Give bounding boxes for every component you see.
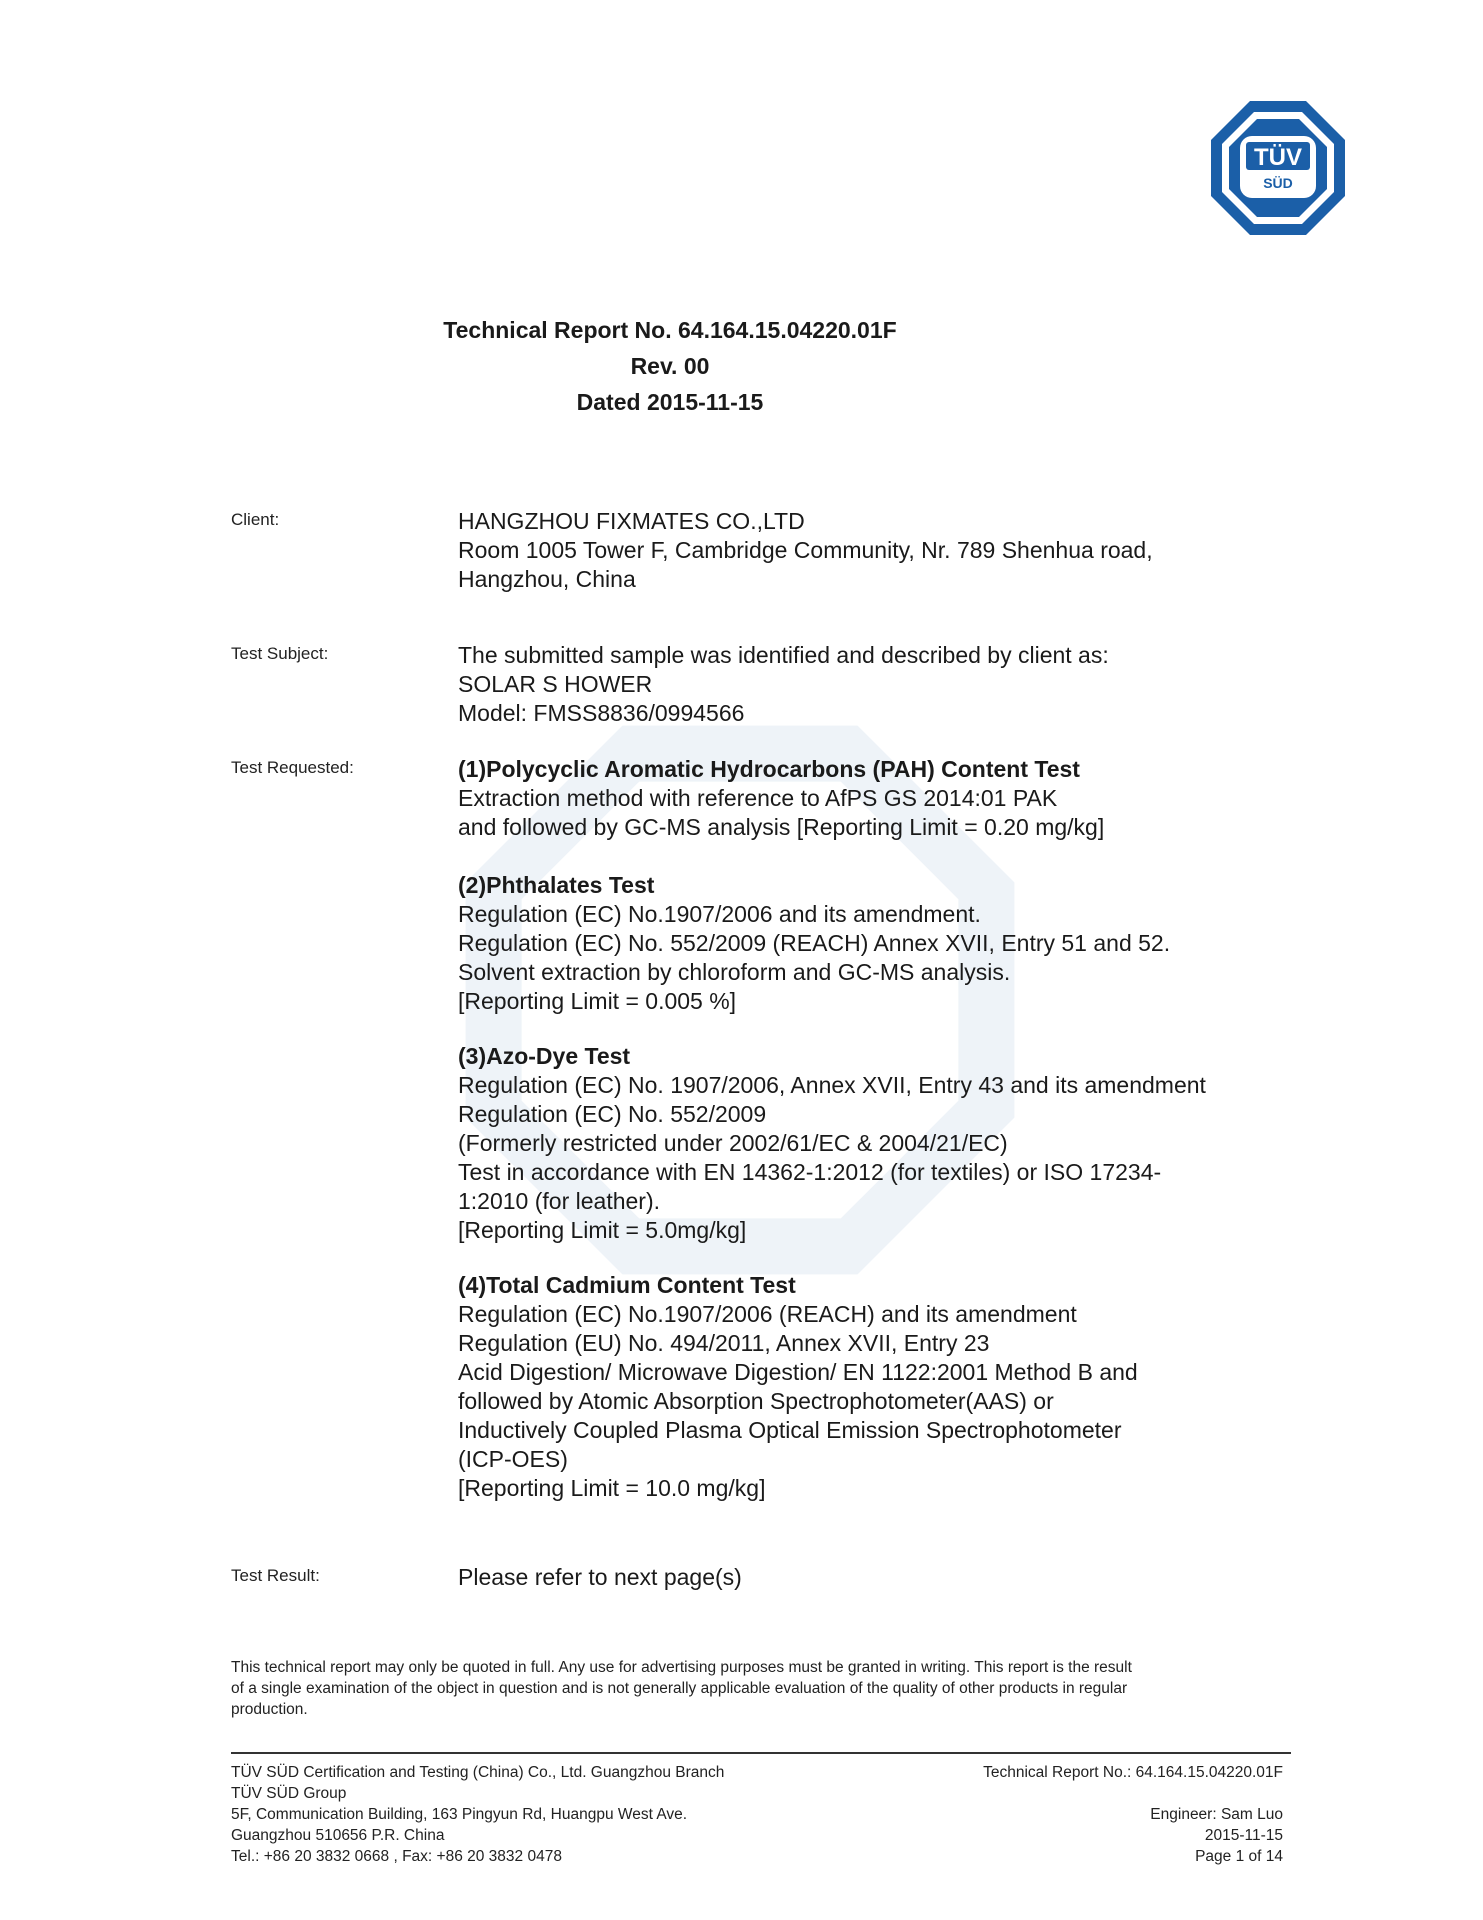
test-result-label: Test Result: <box>231 1566 320 1585</box>
report-date: Dated 2015-11-15 <box>576 389 764 415</box>
svg-text:TÜV: TÜV <box>1254 144 1302 171</box>
footer-address: Guangzhou 510656 P.R. China <box>231 1827 445 1844</box>
test-line: Test in accordance with EN 14362-1:2012 (for textiles) or ISO 17234- <box>458 1159 1162 1185</box>
disclaimer-line: production. <box>231 1701 308 1718</box>
footer-date: 2015-11-15 <box>1204 1827 1283 1844</box>
test-line: Inductively Coupled Plasma Optical Emission Spectrophotometer <box>458 1417 1122 1443</box>
test-title: (4)Total Cadmium Content Test <box>458 1272 796 1298</box>
subject-line: The submitted sample was identified and described by client as: <box>458 642 1109 668</box>
test-line: followed by Atomic Absorption Spectrophotometer(AAS) or <box>458 1388 1054 1414</box>
client-address-line: Hangzhou, China <box>458 566 636 592</box>
test-subject-value <box>458 641 1338 728</box>
test-line: Regulation (EC) No. 1907/2006, Annex XVII, Entry 43 and its amendment <box>458 1072 1206 1098</box>
subject-line: Model: FMSS8836/0994566 <box>458 700 745 726</box>
client-name: HANGZHOU FIXMATES CO.,LTD <box>458 508 805 534</box>
test-line: 1:2010 (for leather). <box>458 1188 661 1214</box>
footer-address: 5F, Communication Building, 163 Pingyun Rd, Huangpu West Ave. <box>231 1806 688 1823</box>
disclaimer <box>231 1657 1291 1720</box>
test-line: Regulation (EC) No. 552/2009 <box>458 1101 767 1127</box>
client-label: Client: <box>231 510 280 529</box>
footer-company: TÜV SÜD Certification and Testing (China) Co., Ltd. Guangzhou Branch <box>231 1764 725 1781</box>
test-line: Regulation (EC) No.1907/2006 and its amendment. <box>458 901 981 927</box>
test-line: Solvent extraction by chloroform and GC-MS analysis. <box>458 959 1011 985</box>
test-item-cadmium <box>458 1271 1338 1503</box>
test-subject-label: Test Subject: <box>231 644 329 663</box>
footer-group: TÜV SÜD Group <box>231 1785 347 1802</box>
test-line: Regulation (EU) No. 494/2011, Annex XVII, Entry 23 <box>458 1330 990 1356</box>
footer-divider <box>231 1752 1291 1754</box>
test-item-azo-dye <box>458 1042 1338 1245</box>
test-requested-value <box>458 755 1338 1503</box>
svg-text:SÜD: SÜD <box>1263 175 1293 191</box>
test-line: [Reporting Limit = 5.0mg/kg] <box>458 1217 747 1243</box>
test-result-value <box>458 1563 1338 1592</box>
test-line: [Reporting Limit = 10.0 mg/kg] <box>458 1475 766 1501</box>
report-number: Technical Report No. 64.164.15.04220.01F <box>443 317 897 343</box>
test-line: Extraction method with reference to AfPS GS 2014:01 PAK <box>458 785 1058 811</box>
tuv-sud-logo <box>1210 100 1346 236</box>
test-requested-label: Test Requested: <box>231 758 354 777</box>
test-line: Regulation (EC) No. 552/2009 (REACH) Annex XVII, Entry 51 and 52. <box>458 930 1171 956</box>
test-line: (ICP-OES) <box>458 1446 568 1472</box>
subject-line: SOLAR S HOWER <box>458 671 653 697</box>
test-line: Regulation (EC) No.1907/2006 (REACH) and its amendment <box>458 1301 1077 1327</box>
report-header <box>340 312 1000 420</box>
test-item-pah <box>458 755 1338 842</box>
client-value <box>458 507 1338 594</box>
footer-engineer: Engineer: Sam Luo <box>1150 1806 1283 1823</box>
result-text: Please refer to next page(s) <box>458 1564 742 1590</box>
test-line: [Reporting Limit = 0.005 %] <box>458 988 737 1014</box>
footer-report-number: Technical Report No.: 64.164.15.04220.01F <box>983 1764 1283 1781</box>
test-line: Acid Digestion/ Microwave Digestion/ EN 1122:2001 Method B and <box>458 1359 1138 1385</box>
report-revision: Rev. 00 <box>630 353 710 379</box>
footer-contact: Tel.: +86 20 3832 0668 , Fax: +86 20 3832 0478 <box>231 1848 562 1865</box>
footer-report-info <box>983 1762 1283 1867</box>
test-line: (Formerly restricted under 2002/61/EC & 2004/21/EC) <box>458 1130 1008 1156</box>
page-number: Page 1 of 14 <box>1195 1848 1283 1865</box>
test-title: (1)Polycyclic Aromatic Hydrocarbons (PAH) Content Test <box>458 756 1080 782</box>
test-title: (3)Azo-Dye Test <box>458 1043 631 1069</box>
footer-company-info <box>231 1762 724 1867</box>
client-address-line: Room 1005 Tower F, Cambridge Community, Nr. 789 Shenhua road, <box>458 537 1153 563</box>
disclaimer-line: This technical report may only be quoted in full. Any use for advertising purposes must be granted in writing. This report is the result <box>231 1659 1132 1676</box>
test-item-phthalates <box>458 871 1338 1016</box>
disclaimer-line: of a single examination of the object in question and is not generally applicable evaluation of the quality of other products in regular <box>231 1680 1128 1697</box>
test-line: and followed by GC-MS analysis [Reporting Limit = 0.20 mg/kg] <box>458 814 1105 840</box>
test-title: (2)Phthalates Test <box>458 872 655 898</box>
